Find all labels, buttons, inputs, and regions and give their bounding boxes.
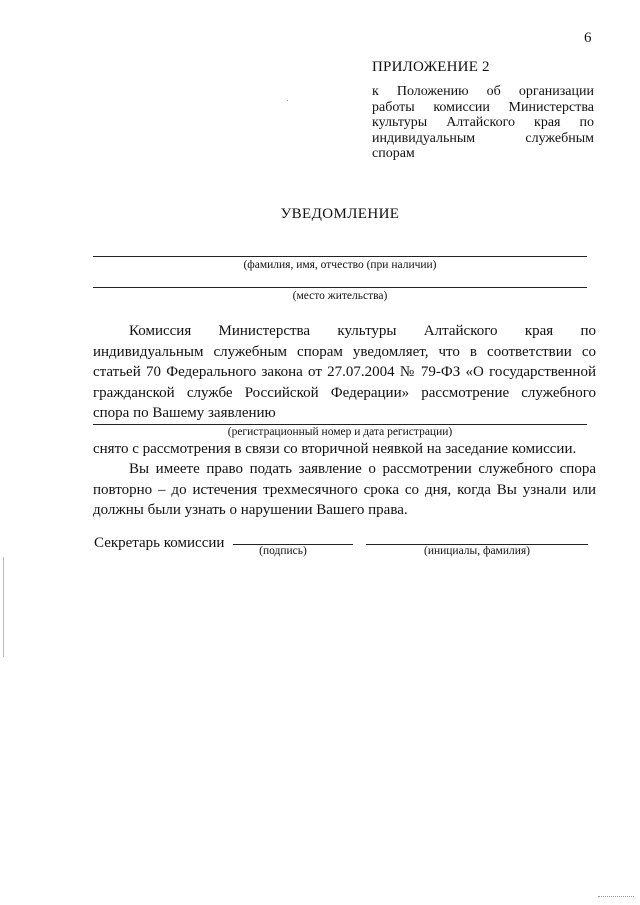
paragraph-line: Вы имеете право подать заявление о рассмотрении служебного спора <box>129 461 596 477</box>
document-title: УВЕДОМЛЕНИЕ <box>280 206 400 222</box>
paragraph-line: снято с рассмотрения в связи со вторичной неявкой на заседание комиссии. <box>93 441 577 457</box>
appendix-title: ПРИЛОЖЕНИЕ 2 <box>372 59 490 75</box>
appendix-line: культуры Алтайского края по <box>372 115 594 131</box>
appendix-line: индивидуальным служебным <box>372 130 594 146</box>
address-fill-line <box>93 287 587 288</box>
secretary-label: Секретарь комиссии <box>94 535 225 551</box>
registration-fill-line <box>93 424 587 425</box>
registration-field-caption: (регистрационный номер и дата регистрации) <box>227 426 453 438</box>
name-field-caption: (фамилия, имя, отчество (при наличии) <box>243 259 437 271</box>
page-number: 6 <box>584 30 592 46</box>
scan-corner-dots <box>598 896 634 897</box>
signature-caption: (подпись) <box>259 545 307 557</box>
rights-paragraph <box>93 459 596 521</box>
name-fill-line <box>93 256 587 257</box>
scan-margin-line <box>3 557 4 657</box>
paragraph-line: Комиссия Министерства культуры Алтайского края по <box>129 323 596 339</box>
appendix-line: спорам <box>372 146 415 162</box>
paragraph-line: индивидуальным служебным спорам уведомляет, что в соответствии со <box>93 343 596 360</box>
appendix-line: работы комиссии Министерства <box>372 99 594 115</box>
appendix-line: к Положению об организации <box>372 84 594 99</box>
paragraph-line: должны были узнать о нарушении Вашего права. <box>93 502 408 518</box>
paragraph-end <box>93 439 596 460</box>
paragraph-line: спора по Вашему заявлению <box>93 405 276 421</box>
paragraph-line: повторно – до истечения трехмесячного срока со дня, когда Вы узнали или <box>93 481 596 498</box>
paragraph-line: статьей 70 Федерального закона от 27.07.2004 № 79-ФЗ «О государственной <box>93 364 596 380</box>
address-field-caption: (место жительства) <box>292 290 388 302</box>
initials-caption: (инициалы, фамилия) <box>423 545 531 557</box>
paragraph-line: гражданской службе Российской Федерации» рассмотрение служебного <box>93 384 596 401</box>
notification-paragraph <box>93 321 596 424</box>
scan-speck <box>287 100 288 101</box>
appendix-subtitle <box>372 84 594 162</box>
